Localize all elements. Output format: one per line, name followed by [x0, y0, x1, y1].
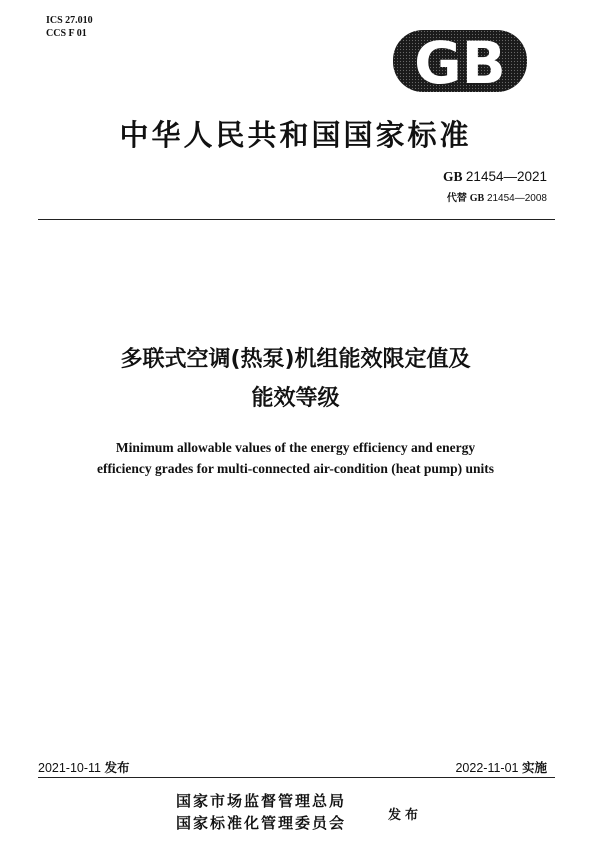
standard-number — [443, 169, 547, 185]
standard-prefix: GB — [443, 169, 463, 184]
implementation-date-value: 2022-11-01 — [455, 761, 519, 775]
issue-date-value: 2021-10-11 — [38, 761, 102, 775]
replaces-standard — [447, 189, 547, 204]
issuing-organizations — [176, 790, 346, 834]
document-title-cn-line2: 能效等级 — [251, 386, 340, 411]
classification-codes — [46, 14, 93, 40]
issuer-sac: 国家标准化管理委员会 — [176, 814, 347, 832]
bottom-divider — [38, 777, 555, 778]
gb-standard-logo-icon — [393, 30, 527, 92]
issue-date — [38, 758, 130, 776]
issuer-samr: 国家市场监督管理总局 — [176, 792, 347, 810]
implementation-date — [455, 758, 547, 776]
issuers-publish-label: 发布 — [388, 808, 423, 823]
standard-number-value: 21454—2021 — [465, 169, 547, 184]
document-title-cn-line1: 多联式空调(热泵)机组能效限定值及 — [120, 347, 471, 372]
issue-date-label: 发布 — [104, 760, 130, 775]
document-title-en-line1: Minimum allowable values of the energy efficiency and energy — [115, 440, 476, 455]
replaces-label: 代替 — [446, 193, 467, 204]
document-title-en-line2: efficiency grades for multi-connected air-condition (heat pump) units — [96, 461, 495, 476]
top-divider — [38, 219, 555, 220]
ics-code: ICS 27.010 — [46, 15, 93, 26]
replaces-number: 21454—2008 — [486, 193, 547, 204]
gb-logo-text: GB — [414, 30, 506, 92]
replaces-prefix: GB — [469, 193, 485, 204]
ccs-code: CCS F 01 — [46, 28, 87, 39]
implementation-date-label: 实施 — [521, 760, 547, 775]
national-standard-title: 中华人民共和国国家标准 — [119, 118, 472, 152]
